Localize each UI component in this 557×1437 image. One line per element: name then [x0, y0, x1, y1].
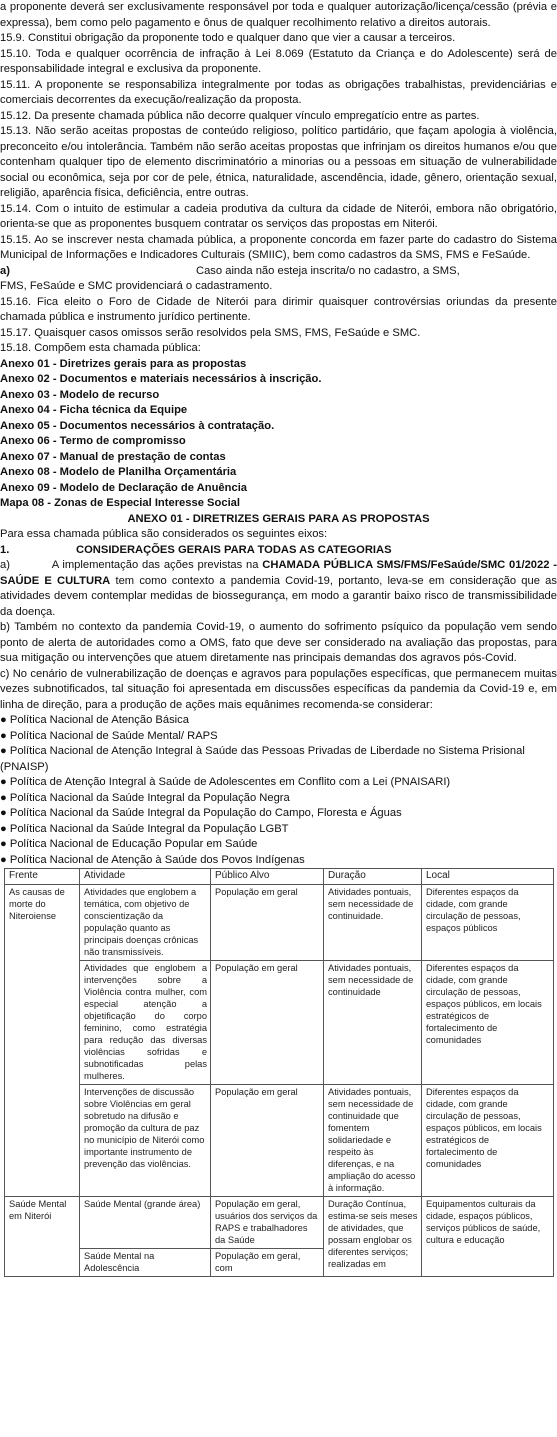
table-cell: População em geral, usuários dos serviços da RAPS e trabalhadores da Saúde — [211, 1197, 324, 1249]
table-cell: Equipamentos culturais da cidade, espaços públicos, serviços públicos de saúde, cultura e educação — [422, 1197, 554, 1277]
paragraph-b: b) Também no contexto da pandemia Covid-19, o aumento do sofrimento psíquico da população vem sendo ponto de alerta de autoridades como a OMS, fato que deve ser considerado na avaliação das propostas, para sua mitigação ou intervenções que atuem diretamente nas principais demandas dos agravos pós-Covid. — [0, 621, 557, 664]
policy-item: ● Política Nacional de Atenção à Saúde dos Povos Indígenas — [0, 853, 557, 869]
clause-15-15: 15.15. Ao se inscrever nesta chamada pública, a proponente concorda em fazer parte do cadastro do Sistema Municipal de Informações e Indicadores Culturais (SMIIC), bem como cadastros da SMS, FMS e FeSaúde. — [0, 233, 557, 261]
table-cell: As causas de morte do Niteroiense — [5, 885, 80, 1197]
table-row — [5, 1197, 554, 1249]
annex-item: Anexo 06 - Termo de compromisso — [0, 435, 186, 447]
annex-item: Anexo 08 - Modelo de Planilha Orçamentária — [0, 466, 237, 478]
table-cell: População em geral — [211, 885, 324, 961]
annex-item: Mapa 08 - Zonas de Especial Interesse Social — [0, 497, 241, 509]
table-row — [5, 961, 554, 1085]
table-cell: Intervenções de discussão sobre Violências em geral sobretudo na difusão e promoção da cultura de paz no município de Niterói como importante instrumento de prevenção das violências. — [80, 1085, 211, 1197]
table-row — [5, 885, 554, 961]
table-cell: População em geral — [211, 1085, 324, 1197]
table-cell: Saúde Mental em Niterói — [5, 1197, 80, 1277]
clause-15-17: 15.17. Quaisquer casos omissos serão resolvidos pela SMS, FMS, FeSaúde e SMC. — [0, 326, 421, 339]
table-cell: Diferentes espaços da cidade, com grande circulação de pessoas, espaços públicos, em locais estratégicos de fortalecimento de comunidades — [422, 1085, 554, 1197]
policy-item: ● Política Nacional da Saúde Integral da População LGBT — [0, 822, 557, 838]
section-title: CONSIDERAÇÕES GERAIS PARA TODAS AS CATEGORIAS — [76, 543, 392, 556]
paragraph-a — [0, 558, 557, 620]
paragraph-a-bold: CHAMADA PÚBLICA SMS/FMS/FeSaúde/SMC 01/2022 - SAÚDE E CULTURA — [0, 559, 557, 587]
paragraph: a proponente deverá ser exclusivamente responsável por toda e qualquer autorização/licença/cessão (prévia e expressa), bem como pelo pagamento e ônus de qualquer recolhimento relativo a direitos autorais. — [0, 1, 557, 29]
clause-15-14: 15.14. Com o intuito de estimular a cadeia produtiva da cultura da cidade de Niterói, embora não obrigatório, orienta-se que as proponentes busquem contratar os serviços das propostas em Niterói. — [0, 202, 557, 230]
policy-item: ● Política Nacional da Saúde Integral da População Negra — [0, 791, 557, 807]
paragraph-c: c) No cenário de vulnerabilização de doenças e agravos para populações específicas, que permanecem muitas vezes subnotificados, tal situação foi apresentada em discussões específicas da pandemia da Covid-19 e, em linha de direção, para a produção de ações mais equânimes recomenda-se considerar: — [0, 667, 557, 711]
table-cell: População em geral, com — [211, 1249, 324, 1277]
section-heading — [0, 543, 557, 559]
table-cell: Saúde Mental na Adolescência — [80, 1249, 211, 1277]
clause-15-13: 15.13. Não serão aceitas propostas de conteúdo religioso, político partidário, que façam apologia à violência, preconceito e/ou intolerância. Também não serão aceitas propostas que infrinjam os direitos humanos e/ou que contenham qualquer tipo de elemento discriminatório a minorias ou a pessoas em situação de vulnerabilidade social ou econômica, seja por cor de pele, étnica, naturalidade, ascendência, idade, gênero, orientação sexual, religião, aparência física, deficiência, entre outras. — [0, 125, 557, 199]
paragraph-a-pre: a) A implementação das ações previstas na — [0, 559, 263, 571]
annex-item: Anexo 05 - Documentos necessários à contratação. — [0, 419, 275, 432]
table-cell: Atividades que englobem a temática, com objetivo de conscientização da população quanto as principais doenças crônicas não transmissíveis. — [80, 885, 211, 961]
table-cell: Saúde Mental (grande área) — [80, 1197, 211, 1249]
table-cell: Atividades que englobem a intervenções sobre a Violência contra mulher, com especial atenção a objetificação do corpo feminino, como estratégia para redução das diversas violências sofridas e subnotificadas pelas mulheres. — [80, 961, 211, 1085]
item-a-label: a) — [0, 264, 10, 277]
policy-item: ● Política Nacional de Saúde Mental/ RAPS — [0, 729, 557, 745]
axes-intro: Para essa chamada pública são considerados os seguintes eixos: — [0, 528, 328, 540]
item-a-continuation: FMS, FeSaúde e SMC providenciará o cadastramento. — [0, 280, 273, 292]
activities-table — [4, 868, 554, 1277]
annex-item: Anexo 03 - Modelo de recurso — [0, 388, 160, 401]
annex-item: Anexo 04 - Ficha técnica da Equipe — [0, 404, 188, 416]
clause-15-9: 15.9. Constitui obrigação da proponente todo e qualquer dano que vier a causar a terceiros. — [0, 32, 456, 44]
column-header: Atividade — [80, 869, 211, 885]
policy-item: ● Política Nacional de Atenção Básica — [0, 713, 557, 729]
clause-15-10: 15.10. Toda e qualquer ocorrência de infração à Lei 8.069 (Estatuto da Criança e do Adolescente) será de responsabilidade integral e exclusiva da proponente. — [0, 47, 557, 75]
clause-15-12: 15.12. Da presente chamada pública não decorre qualquer vínculo empregatício entre as partes. — [0, 109, 480, 122]
annex-item: Anexo 02 - Documentos e materiais necessários à inscrição. — [0, 373, 322, 385]
column-header: Local — [422, 869, 554, 885]
clause-15-11: 15.11. A proponente se responsabiliza integralmente por todas as obrigações trabalhistas, previdenciárias e comerciais decorrentes da execução/realização da proposta. — [0, 78, 557, 106]
clause-15-16: 15.16. Fica eleito o Foro de Cidade de Niterói para dirimir quaisquer controvérsias oriundas da presente chamada pública e instrumento jurídico pertinente. — [0, 295, 557, 323]
annex-item: Anexo 01 - Diretrizes gerais para as propostas — [0, 357, 247, 370]
column-header: Público Alvo — [211, 869, 324, 885]
annex-item: Anexo 09 - Modelo de Declaração de Anuência — [0, 481, 248, 494]
table-cell: Duração Contínua, estima-se seis meses de atividades, que possam englobar os diferentes serviços; realizadas em — [324, 1197, 422, 1277]
section-number: 1. — [0, 543, 10, 556]
policy-item: ● Política Nacional de Educação Popular em Saúde — [0, 837, 557, 853]
table-header-row — [5, 869, 554, 885]
policy-item: ● Política Nacional de Atenção Integral à Saúde das Pessoas Privadas de Liberdade no Sistema Prisional (PNAISP) — [0, 744, 557, 775]
policy-item: ● Política de Atenção Integral à Saúde de Adolescentes em Conflito com a Lei (PNAISARI) — [0, 775, 557, 791]
table-cell: Diferentes espaços da cidade, com grande circulação de pessoas, espaços públicos, em locais estratégicos de fortalecimento de comunidades — [422, 961, 554, 1085]
annex-title: ANEXO 01 - DIRETRIZES GERAIS PARA AS PROPOSTAS — [127, 512, 430, 525]
clause-15-18: 15.18. Compõem esta chamada pública: — [0, 342, 201, 354]
policy-item: ● Política Nacional da Saúde Integral da População do Campo, Floresta e Águas — [0, 806, 557, 822]
table-row — [5, 1085, 554, 1197]
column-header: Duração — [324, 869, 422, 885]
item-a-line — [0, 264, 557, 280]
item-a-text: Caso ainda não esteja inscrita/o no cadastro, a SMS, — [196, 264, 460, 277]
table-cell: Diferentes espaços da cidade, com grande circulação de pessoas, espaços públicos — [422, 885, 554, 961]
column-header: Frente — [5, 869, 80, 885]
policy-list — [0, 713, 557, 868]
table-cell: Atividades pontuais, sem necessidade de continuidade — [324, 961, 422, 1085]
annex-item: Anexo 07 - Manual de prestação de contas — [0, 450, 226, 463]
table-cell: Atividades pontuais, sem necessidade de continuidade que fomentem solidariedade e respeito às diferenças, e na ampliação do acesso à informação. — [324, 1085, 422, 1197]
table-cell: Atividades pontuais, sem necessidade de continuidade. — [324, 885, 422, 961]
paragraph-a-post: tem como contexto a pandemia Covid-19, portanto, leva-se em consideração que as atividades devem contemplar medidas de biossegurança, em modo a garantir baixo risco de transmissibilidade da doença. — [0, 574, 557, 618]
table-cell: População em geral — [211, 961, 324, 1085]
